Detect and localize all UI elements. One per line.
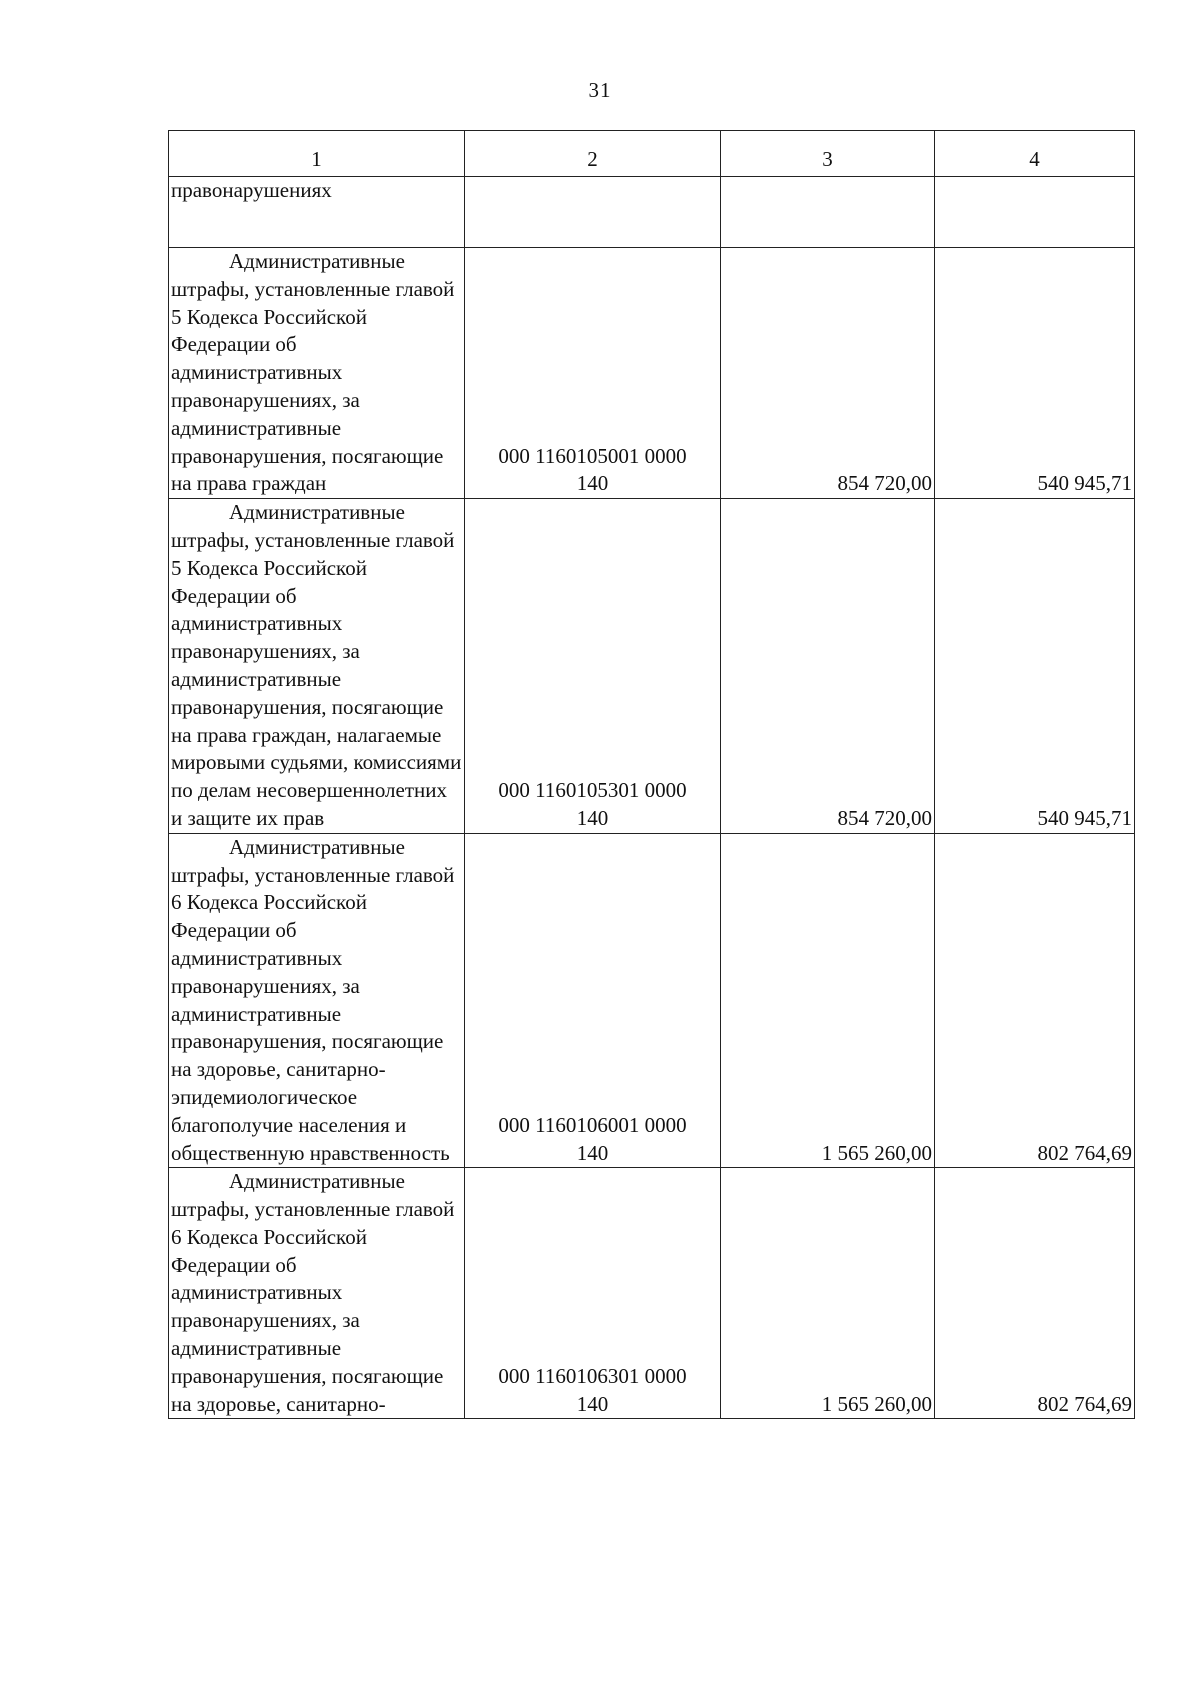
row-code-cell [465, 499, 721, 834]
row-code-line2: 140 [576, 1140, 609, 1165]
row-fact: 802 764,69 [935, 833, 1135, 1168]
row-code-line2: 140 [576, 805, 609, 830]
empty-cell [935, 177, 1135, 248]
row-name-cell [169, 248, 465, 499]
row-plan: 854 720,00 [721, 248, 935, 499]
header-col-2: 2 [465, 131, 721, 177]
row-name: Административные штрафы, установленные главой 5 Кодекса Российской Федерации об административных правонарушениях, за административные правонарушения, посягающие на права граждан [171, 249, 455, 496]
row-name-cell [169, 833, 465, 1168]
table-row [169, 248, 1135, 499]
row-name: Административные штрафы, установленные главой 5 Кодекса Российской Федерации об административных правонарушениях, за административные правонарушения, посягающие на права граждан, налагаемые мировыми судьями, комиссиями по делам несовершеннолетних и защите их прав [171, 500, 462, 830]
row-fact: 540 945,71 [935, 499, 1135, 834]
header-col-1: 1 [169, 131, 465, 177]
row-name: Административные штрафы, установленные главой 6 Кодекса Российской Федерации об административных правонарушениях, за административные правонарушения, посягающие на здоровье, санитарно-эпидемиологическое благополучие населения и общественную нравственность [171, 834, 455, 1165]
row-code-line2: 140 [576, 471, 609, 496]
row-plan: 854 720,00 [721, 499, 935, 834]
row-plan: 1 565 260,00 [721, 833, 935, 1168]
revenue-table [168, 130, 1135, 1419]
table-row [169, 833, 1135, 1168]
empty-cell [721, 177, 935, 248]
row-name-cell [169, 1168, 465, 1419]
header-col-3: 3 [721, 131, 935, 177]
row-code-line2: 140 [576, 1391, 609, 1416]
row-code-line1: 000 1160106001 0000 [498, 1112, 687, 1137]
table-row [169, 1168, 1135, 1419]
row-fact: 802 764,69 [935, 1168, 1135, 1419]
row-code-cell [465, 1168, 721, 1419]
row-code-line1: 000 1160106301 0000 [498, 1363, 687, 1388]
empty-cell [465, 177, 721, 248]
continuation-row [169, 177, 1135, 248]
row-name: Административные штрафы, установленные главой 6 Кодекса Российской Федерации об административных правонарушениях, за административные правонарушения, посягающие на здоровье, санитарно- [171, 1169, 455, 1416]
continuation-text: правонарушениях [169, 177, 465, 248]
row-code-cell [465, 248, 721, 499]
row-fact: 540 945,71 [935, 248, 1135, 499]
table-row [169, 499, 1135, 834]
row-plan: 1 565 260,00 [721, 1168, 935, 1419]
page-number: 31 [588, 78, 612, 102]
header-row [169, 131, 1135, 177]
row-code-line1: 000 1160105001 0000 [498, 443, 687, 468]
row-code-line1: 000 1160105301 0000 [498, 778, 687, 803]
header-col-4: 4 [935, 131, 1135, 177]
row-name-cell [169, 499, 465, 834]
row-code-cell [465, 833, 721, 1168]
